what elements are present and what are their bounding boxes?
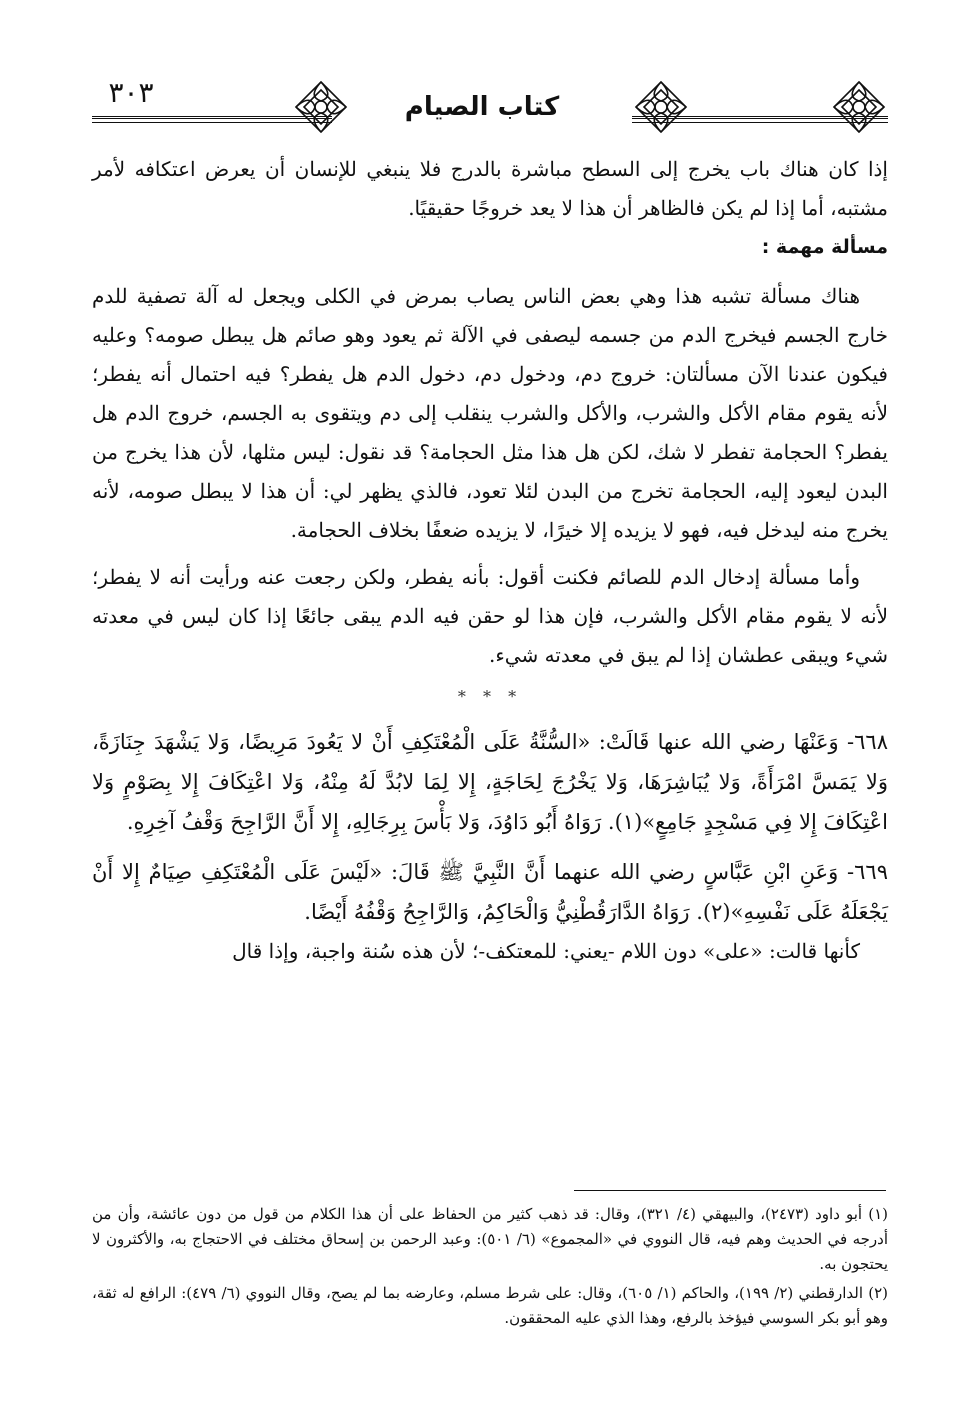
chapter-title: كتاب الصيام — [404, 92, 560, 122]
hadith-text: ٦٦٨- وَعَنْهَا رضي الله عنها قَالَتْ: «السُّنَّةُ عَلَى الْمُعْتَكِفِ أَنْ لا يَعُودَ مَرِيضًا، وَلا يَشْهَدَ جِنَازَةً، وَلا يَمَسَّ امْرَأَةً، وَلا يُبَاشِرَهَا، وَلا يَخْرُجَ لِحَاجَةٍ، إِلا لِمَا لابُدَّ لَهُ مِنْهُ، وَلا اعْتِكَافَ إِلا بِصَوْمٍ وَلا اعْتِكَافَ إِلا فِي مَسْجِدٍ جَامِعٍ»(١). رَوَاهُ أَبُو دَاوُدَ، وَلا بَأْسَ بِرِجَالِهِ، إِلا أَنَّ الرَّاجِحَ وَقْفُ آخِرِهِ. — [92, 730, 889, 834]
paragraph: هناك مسألة تشبه هذا وهي بعض الناس يصاب بمرض في الكلى ويجعل له آلة تصفية للدم خارج الجسم فيخرج الدم من جسمه ليصفى في الآلة ثم يعود وهو صائم هل يبطل صومه؟ وعليه فيكون عندنا الآن مسألتان: خروج دم، ودخول دم، دخول الدم هل يفطر؟ فيه احتمال أنه يفطر؛ لأنه يقوم مقام الأكل والشرب، والأكل والشرب ينقلب إلى دم ويتقوى به الجسم، خروج الدم هل يفطر؟ الحجامة تفطر لا شك، لكن هل هذا مثل الحجامة؟ قد نقول: ليس مثلها، لأن هذا يخرج من البدن ليعود إليه، الحجامة تخرج من البدن لئلا تعود، فالذي يظهر لي: أن هذا لا يبطل صومه، لأنه يخرج منه ليدخل فيه، فهو لا يزيده إلا خيرًا، لا يزيده ضعفًا بخلاف الحجامة. — [92, 284, 888, 542]
page-number: ٣٠٣ — [96, 76, 166, 109]
footnote: (١) أبو داود (٢٤٧٣)، والبيهقي (٤/ ٣٢١)، وقال: قد ذهب كثير من الحفاظ على أن هذا الكلام من قول من دون عائشة، وأن من أدرجه في الحديث وهم فيه، قال النووي في «المجموع» (٦/ ٥٠١): وعبد الرحمن بن إسحاق مختلف في الاحتجاج به، والأكثرون لا يحتجون به. — [92, 1205, 888, 1273]
footnote: (٢) الدارقطني (٢/ ١٩٩)، والحاكم (١/ ٦٠٥)، وقال: على شرط مسلم، وعارضه بما لم يصح، وقال النووي (٦/ ٤٧٩): الرافع له ثقة، وهو أبو بكر السوسي فيؤخذ بالرفع، وهذا الذي عليه المحققون. — [92, 1284, 888, 1327]
footnote-divider — [574, 1190, 886, 1191]
paragraph: إذا كان هناك باب يخرج إلى السطح مباشرة بالدرج فلا ينبغي للإنسان أن يعرض اعتكافه لأمر مشتبه، أما إذا لم يكن فالظاهر أن هذا لا يعد خروجًا حقيقيًا. — [92, 157, 888, 220]
page-body — [92, 150, 888, 971]
footnotes — [92, 1202, 888, 1335]
ornament-icon — [830, 78, 888, 136]
section-separator: * * * — [457, 687, 523, 706]
page-header — [92, 78, 888, 148]
hadith-text: ٦٦٩- وَعَنِ ابْنِ عَبَّاسٍ رضي الله عنهما أَنَّ النَّبِيَّ ﷺ قَالَ: «لَيْسَ عَلَى الْمُعْتَكِفِ صِيَامٌ إِلا أَنْ يَجْعَلَهُ عَلَى نَفْسِهِ»(٢). رَوَاهُ الدَّارَقُطْنِيُّ وَالْحَاكِمُ، وَالرَّاجِحُ وَقْفُهُ أَيْضًا. — [92, 860, 888, 924]
ornament-icon — [632, 78, 690, 136]
ornament-icon — [292, 78, 350, 136]
paragraph: كأنها قالت: «على» دون اللام -يعني: للمعتكف-؛ لأن هذه سُنة واجبة، وإذا قال — [232, 939, 860, 963]
paragraph: وأما مسألة إدخال الدم للصائم فكنت أقول: بأنه يفطر، ولكن رجعت عنه ورأيت أنه لا يفطر؛ لأنه لا يقوم مقام الأكل والشرب، فإن هذا لو حقن فيه الدم يبقى جائعًا إذا كان ليس في معدته شيء ويبقى عطشان إذا لم يبق في معدته شيء. — [92, 565, 888, 667]
section-heading: مسألة مهمة : — [761, 236, 888, 258]
title-box — [332, 84, 632, 144]
